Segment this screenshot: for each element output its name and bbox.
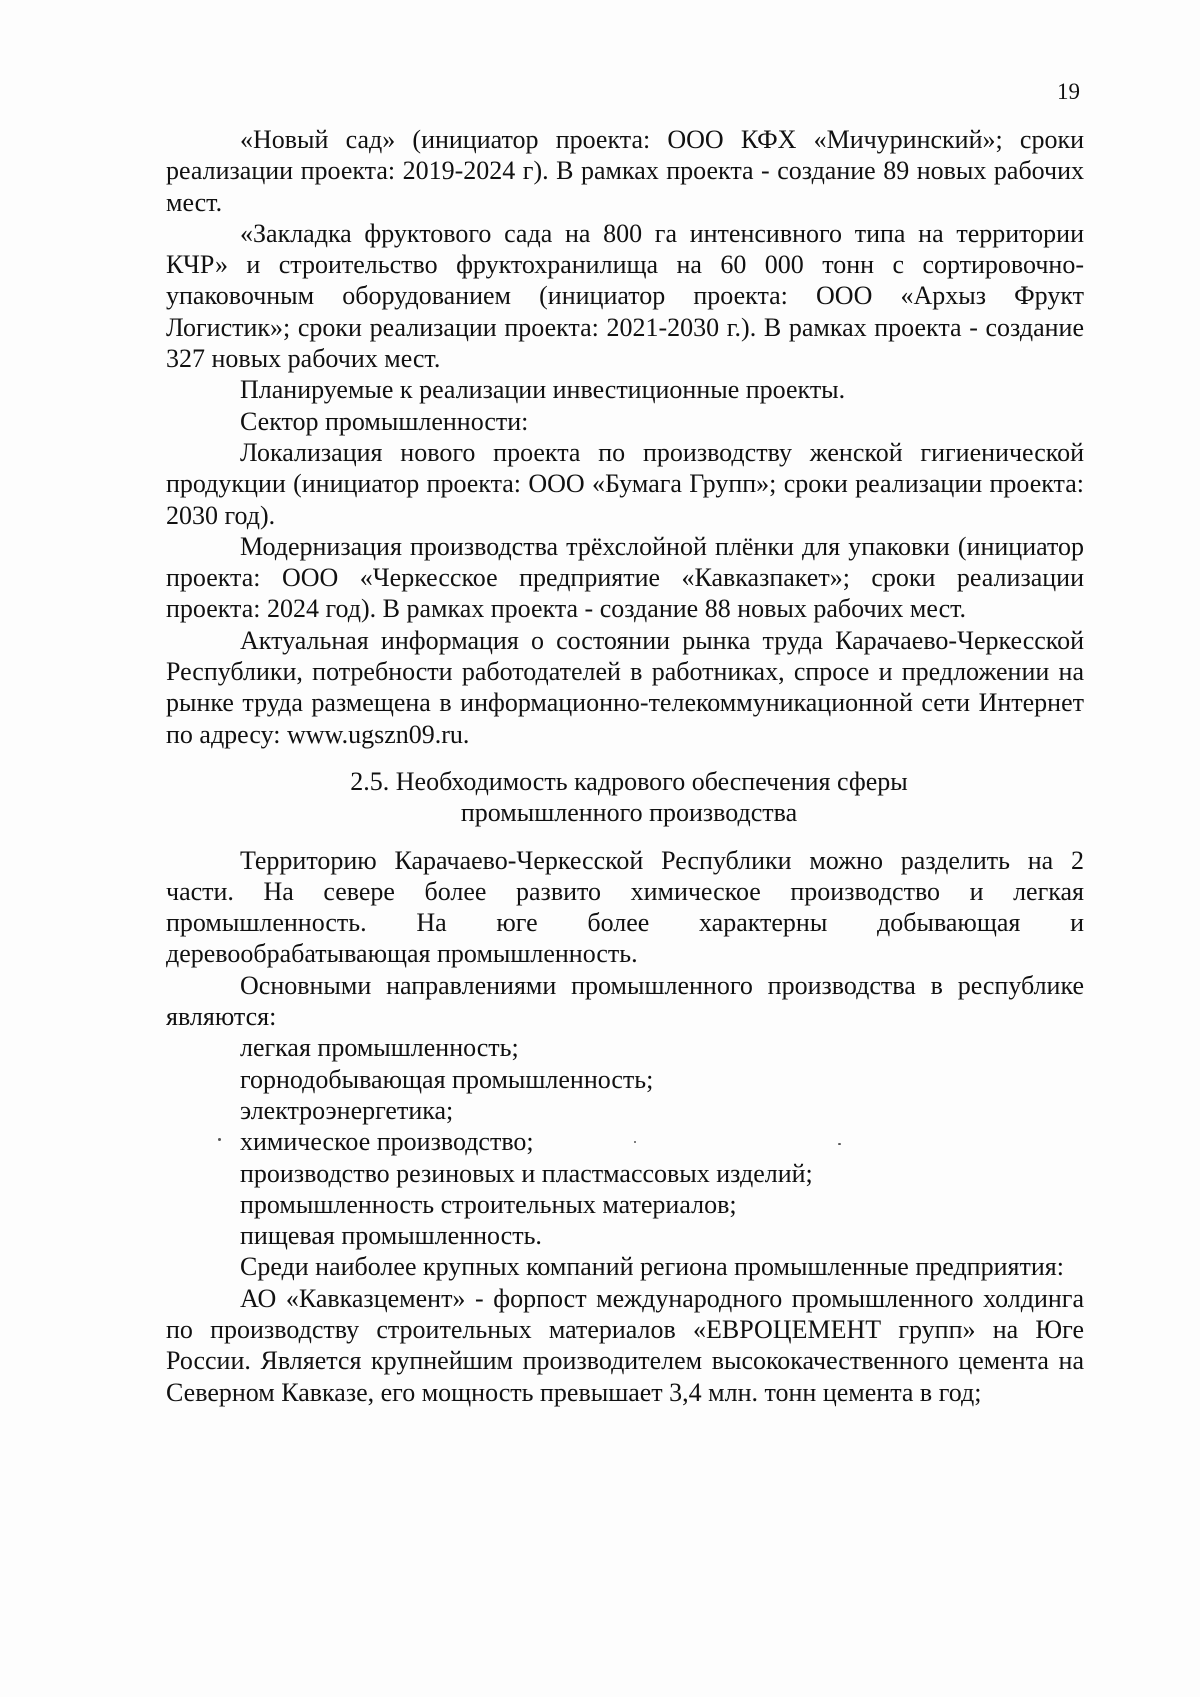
page-number: 19 xyxy=(1057,79,1080,104)
paragraph-main-directions: Основными направлениями промышленного производства в республике являются: xyxy=(166,970,1084,1032)
section-heading-line-1: 2.5. Необходимость кадрового обеспечения сферы xyxy=(350,766,908,796)
list-item: легкая промышленность; xyxy=(240,1033,519,1063)
section-heading-line-2: промышленного производства xyxy=(460,798,798,828)
paragraph-orchard-project: «Закладка фруктового сада на 800 га интенсивного типа на территории КЧР» и строительство фруктохранилища на 60 000 тонн с сортировочно-упаковочным оборудованием (инициатор проекта: ООО «Архыз Фрукт Логистик»; сроки реализации проекта: 2021-2030 г.). В рамках проекта - создание 327 новых рабочих мест. xyxy=(166,218,1084,374)
industry-list xyxy=(166,1032,1084,1251)
paragraph-largest-companies: Среди наиболее крупных компаний региона промышленные предприятия: xyxy=(240,1252,1064,1282)
paragraph-industry-sector: Сектор промышленности: xyxy=(240,406,529,436)
list-item: промышленность строительных материалов; xyxy=(240,1189,737,1219)
scan-speck xyxy=(218,1138,221,1141)
paragraph-planned-projects: Планируемые к реализации инвестиционные проекты. xyxy=(240,375,846,405)
paragraph-territory-division: Территорию Карачаево-Черкесской Республики можно разделить на 2 части. На севере более развито химическое производство и легкая промышленность. На юге более характерны добывающая и деревообрабатывающая промышленность. xyxy=(166,845,1084,969)
paragraph-kavkaztsement: АО «Кавказцемент» - форпост международного промышленного холдинга по производству строительных материалов «ЕВРОЦЕМЕНТ групп» на Юге России. Является крупнейшим производителем высококачественного цемента на Северном Кавказе, его мощность превышает 3,4 млн. тонн цемента в год; xyxy=(166,1283,1084,1407)
scan-speck xyxy=(838,1143,841,1145)
paragraph-hygiene-products: Локализация нового проекта по производству женской гигиенической продукции (инициатор проекта: ООО «Бумага Групп»; сроки реализации проекта: 2030 год). xyxy=(166,437,1084,530)
list-item: пищевая промышленность. xyxy=(240,1221,542,1251)
section-heading xyxy=(166,766,1084,829)
scan-speck xyxy=(634,1141,636,1143)
list-item: горнодобывающая промышленность; xyxy=(240,1064,654,1094)
paragraph-film-modernization: Модернизация производства трёхслойной плёнки для упаковки (инициатор проекта: ООО «Черкесское предприятие «Кавказпакет»; сроки реализации проекта: 2024 год). В рамках проекта - создание 88 новых рабочих мест. xyxy=(166,531,1084,624)
document-body xyxy=(166,124,1084,1408)
paragraph-novyi-sad: «Новый сад» (инициатор проекта: ООО КФХ «Мичуринский»; сроки реализации проекта: 2019-2024 г). В рамках проекта - создание 89 новых рабочих мест. xyxy=(166,125,1084,217)
list-item: электроэнергетика; xyxy=(240,1095,454,1125)
list-item: производство резиновых и пластмассовых изделий; xyxy=(240,1158,813,1188)
list-item: химическое производство; xyxy=(240,1127,534,1157)
paragraph-labor-market-info: Актуальная информация о состоянии рынка труда Карачаево-Черкесской Республики, потребности работодателей в работниках, спросе и предложении на рынке труда размещена в информационно-телекоммуникационной сети Интернет по адресу: www.ugszn09.ru. xyxy=(166,625,1084,749)
